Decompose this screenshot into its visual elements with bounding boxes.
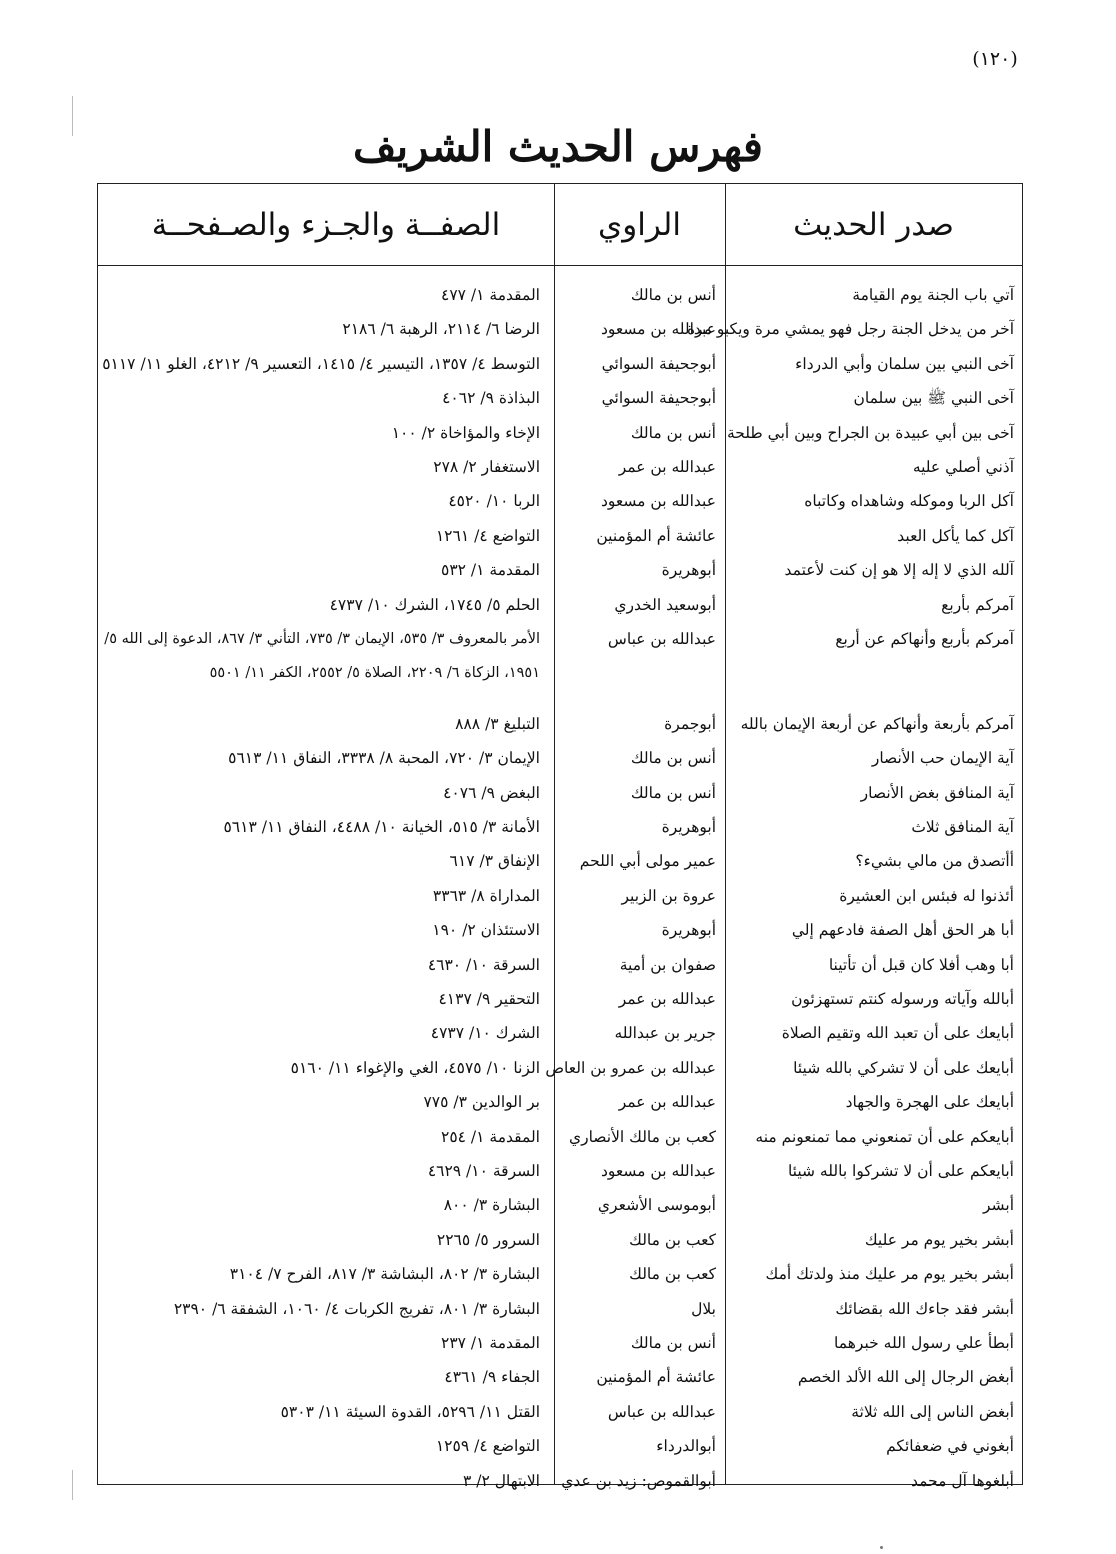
hadith-cell: أبايعك على أن لا تشركي بالله شيئا bbox=[793, 1058, 1014, 1077]
narrator-cell: عائشة أم المؤمنين bbox=[596, 1368, 716, 1387]
narrator-cell: أبوهريرة bbox=[661, 921, 716, 940]
narrator-cell: أبوجحيفة السوائي bbox=[601, 354, 716, 373]
hadith-cell: أبايعكم على أن لا تشركوا بالله شيئا bbox=[787, 1161, 1014, 1180]
reference-cell: الاستئذان ٢/ ١٩٠ bbox=[432, 921, 540, 940]
reference-cell: البغض ٩/ ٤٠٧٦ bbox=[443, 783, 540, 802]
header-narrator: الراوي bbox=[597, 207, 681, 243]
header-reference: الصفــة والجـزء والصـفحــة bbox=[151, 207, 501, 243]
reference-cell: الحلم ٥/ ١٧٤٥، الشرك ١٠/ ٤٧٣٧ bbox=[329, 595, 540, 614]
hadith-cell: آمركم بأربعة وأنهاكم عن أربعة الإيمان بالله bbox=[740, 714, 1014, 733]
narrator-cell: أنس بن مالك bbox=[630, 749, 716, 768]
reference-cell: الجفاء ٩/ ٤٣٦١ bbox=[444, 1368, 540, 1387]
hadith-cell: أبالله وآياته ورسوله كنتم تستهزئون bbox=[791, 990, 1014, 1009]
hadith-cell: أبا وهب أفلا كان قبل أن تأتينا bbox=[828, 955, 1014, 974]
reference-cell: الاستغفار ٢/ ٢٧٨ bbox=[433, 457, 540, 476]
table-row bbox=[98, 1223, 1022, 1257]
hadith-cell: أبغض الناس إلى الله ثلاثة bbox=[851, 1402, 1014, 1421]
narrator-cell: عائشة أم المؤمنين bbox=[596, 526, 716, 545]
reference-cell: الابتهال ٢/ ٣ bbox=[462, 1471, 540, 1490]
table-row bbox=[98, 1292, 1022, 1326]
table-row bbox=[98, 450, 1022, 484]
hadith-cell: آذني أصلي عليه bbox=[912, 457, 1014, 476]
table-row bbox=[98, 982, 1022, 1016]
narrator-cell: عبدالله بن مسعود bbox=[600, 492, 716, 511]
narrator-cell: أبوهريرة bbox=[661, 818, 716, 837]
hadith-index-table bbox=[97, 183, 1023, 1490]
hadith-cell: آية المنافق بغض الأنصار bbox=[860, 783, 1014, 802]
narrator-cell: أبوجمرة bbox=[664, 714, 716, 733]
hadith-cell: آخى النبي بين سلمان وأبي الدرداء bbox=[795, 354, 1014, 373]
hadith-cell: أبلغوها آل محمد bbox=[911, 1471, 1014, 1490]
table-row bbox=[98, 588, 1022, 622]
hadith-cell: أبايعك على الهجرة والجهاد bbox=[845, 1093, 1014, 1112]
table-row bbox=[98, 1016, 1022, 1050]
narrator-cell: أبوالقموص: زيد بن عدي bbox=[561, 1471, 716, 1490]
narrator-cell: عروة بن الزبير bbox=[621, 886, 716, 905]
hadith-cell: أبغوني في ضعفائكم bbox=[886, 1437, 1014, 1456]
reference-cell: القتل ١١/ ٥٢٩٦، القدوة السيئة ١١/ ٥٣٠٣ bbox=[280, 1402, 540, 1421]
table-body bbox=[98, 278, 1022, 1498]
table-row bbox=[98, 879, 1022, 913]
table-row bbox=[98, 1360, 1022, 1394]
narrator-cell: عبدالله بن عباس bbox=[607, 629, 716, 648]
reference-cell: المداراة ٨/ ٣٣٦٣ bbox=[432, 886, 540, 905]
reference-cell: المقدمة ١/ ٥٣٢ bbox=[441, 561, 540, 580]
narrator-cell: عبدالله بن عمر bbox=[618, 1093, 716, 1112]
reference-cell: المقدمة ١/ ٢٥٤ bbox=[441, 1127, 540, 1146]
reference-cell: الأمر بالمعروف ٣/ ٥٣٥، الإيمان ٣/ ٧٣٥، التأني ٣/ ٨٦٧، الدعوة إلى الله ٥/ ١٩٥١، الزكاة ٦/ ٢٢٠٩، الصلاة ٥/ ٢٥٥٢، الكفر ١١/ ٥٥٠١ bbox=[104, 630, 540, 682]
narrator-cell: عبدالله بن عباس bbox=[607, 1402, 716, 1421]
hadith-cell: أئذنوا له فبئس ابن العشيرة bbox=[839, 886, 1014, 905]
hadith-cell: أبشر بخير يوم مر عليك bbox=[864, 1230, 1014, 1249]
page-title: فهرس الحديث الشريف bbox=[353, 122, 763, 171]
narrator-cell: أبوهريرة bbox=[661, 561, 716, 580]
table-row bbox=[98, 844, 1022, 878]
reference-cell: البشارة ٣/ ٨٠٢، البشاشة ٣/ ٨١٧، الفرح ٧/ ٣١٠٤ bbox=[229, 1265, 540, 1284]
narrator-cell: عبدالله بن عمر bbox=[618, 990, 716, 1009]
narrator-cell: عبدالله بن مسعود bbox=[600, 1161, 716, 1180]
margin-mark bbox=[72, 1470, 73, 1500]
narrator-cell: عمير مولى أبي اللحم bbox=[579, 852, 716, 871]
narrator-cell: بلال bbox=[691, 1299, 716, 1318]
header-hadith: صدر الحديث bbox=[793, 207, 954, 243]
narrator-cell: أنس بن مالك bbox=[630, 286, 716, 304]
hadith-cell: آية الإيمان حب الأنصار bbox=[871, 749, 1014, 768]
table-row bbox=[98, 1257, 1022, 1291]
hadith-cell: آكل الربا وموكله وشاهداه وكاتباه bbox=[804, 492, 1014, 511]
table-row bbox=[98, 776, 1022, 810]
narrator-cell: جرير بن عبدالله bbox=[614, 1024, 716, 1043]
table-row bbox=[98, 1326, 1022, 1360]
narrator-cell: عبدالله بن عمر bbox=[618, 457, 716, 476]
scan-dot bbox=[880, 1546, 883, 1549]
reference-cell: السرور ٥/ ٢٢٦٥ bbox=[436, 1230, 540, 1249]
hadith-cell: آخى النبي ﷺ بين سلمان bbox=[853, 389, 1014, 408]
hadith-cell: آكل كما يأكل العبد bbox=[897, 526, 1014, 545]
hadith-cell: أأتصدق من مالي بشيء؟ bbox=[855, 852, 1014, 871]
table-row bbox=[98, 278, 1022, 312]
narrator-cell: أبوموسى الأشعري bbox=[597, 1196, 716, 1215]
reference-cell: التوسط ٤/ ١٣٥٧، التيسير ٤/ ١٤١٥، التعسير ٩/ ٤٢١٢، الغلو ١١/ ٥١١٧ bbox=[102, 354, 540, 373]
narrator-cell: أبوجحيفة السوائي bbox=[601, 389, 716, 408]
hadith-cell: آلله الذي لا إله إلا هو إن كنت لأعتمد bbox=[784, 561, 1014, 580]
hadith-cell: أبشر فقد جاءك الله بقضائك bbox=[835, 1299, 1014, 1318]
table-row bbox=[98, 1085, 1022, 1119]
hadith-cell: أبايعكم على أن تمنعوني مما تمنعونم منه bbox=[755, 1127, 1014, 1146]
hadith-cell: آخر من يدخل الجنة رجل فهو يمشي مرة ويكبو مرة bbox=[686, 320, 1014, 339]
table-row bbox=[98, 519, 1022, 553]
narrator-cell: كعب بن مالك bbox=[629, 1265, 716, 1284]
narrator-cell: عبدالله بن عمرو بن العاص bbox=[545, 1058, 716, 1077]
reference-cell: التواضع ٤/ ١٢٦١ bbox=[435, 526, 540, 545]
hadith-cell: أبغض الرجال إلى الله الألد الخصم bbox=[797, 1368, 1014, 1387]
reference-cell: الزنا ١٠/ ٤٥٧٥، الغي والإغواء ١١/ ٥١٦٠ bbox=[290, 1058, 540, 1077]
reference-cell: بر الوالدين ٣/ ٧٧٥ bbox=[423, 1093, 540, 1112]
hadith-cell: آمركم بأربع وأنهاكم عن أربع bbox=[835, 629, 1014, 648]
reference-cell: المقدمة ١/ ٢٣٧ bbox=[441, 1333, 540, 1352]
reference-cell: البشارة ٣/ ٨٠١، تفريج الكربات ٤/ ١٠٦٠، الشفقة ٦/ ٢٣٩٠ bbox=[173, 1299, 540, 1318]
table-row bbox=[98, 1464, 1022, 1498]
narrator-cell: أنس بن مالك bbox=[630, 1333, 716, 1352]
narrator-cell: أبوسعيد الخدري bbox=[614, 595, 716, 614]
table-row bbox=[98, 484, 1022, 518]
narrator-cell: كعب بن مالك الأنصاري bbox=[568, 1127, 716, 1146]
table-row bbox=[98, 312, 1022, 346]
reference-cell: المقدمة ١/ ٤٧٧ bbox=[441, 286, 540, 304]
hadith-cell: أبطأ علي رسول الله خبرهما bbox=[834, 1333, 1014, 1352]
table-row bbox=[98, 622, 1022, 691]
reference-cell: الإخاء والمؤاخاة ٢/ ١٠٠ bbox=[391, 423, 540, 442]
hadith-cell: آخى بين أبي عبيدة بن الجراح وبين أبي طلحة bbox=[726, 423, 1014, 442]
table-row bbox=[98, 1051, 1022, 1085]
table-row bbox=[98, 741, 1022, 775]
reference-cell: التبليغ ٣/ ٨٨٨ bbox=[455, 714, 540, 733]
reference-cell: التواضع ٤/ ١٢٥٩ bbox=[435, 1437, 540, 1456]
hadith-cell: أبا هر الحق أهل الصفة فادعهم إلي bbox=[791, 921, 1014, 940]
table-row bbox=[98, 1395, 1022, 1429]
hadith-cell: آتي باب الجنة يوم القيامة bbox=[852, 286, 1014, 304]
table-row bbox=[98, 948, 1022, 982]
hadith-cell: آمركم بأربع bbox=[941, 595, 1014, 614]
reference-cell: السرقة ١٠/ ٤٦٣٠ bbox=[427, 955, 540, 974]
narrator-cell: صفوان بن أمية bbox=[619, 955, 716, 974]
reference-cell: الرضا ٦/ ٢١١٤، الرهبة ٦/ ٢١٨٦ bbox=[342, 320, 540, 339]
narrator-cell: عبدالله بن مسعود bbox=[600, 320, 716, 339]
hadith-cell: آية المنافق ثلاث bbox=[911, 818, 1014, 837]
table-row bbox=[98, 381, 1022, 415]
table-row bbox=[98, 1188, 1022, 1222]
narrator-cell: أنس بن مالك bbox=[630, 783, 716, 802]
table-row bbox=[98, 1429, 1022, 1463]
page-number: (١٢٠) bbox=[972, 48, 1018, 70]
hadith-cell: أبشر bbox=[983, 1196, 1014, 1215]
hadith-cell: أبشر بخير يوم مر عليك منذ ولدتك أمك bbox=[765, 1265, 1014, 1284]
table-row bbox=[98, 1120, 1022, 1154]
narrator-cell: أبوالدرداء bbox=[656, 1437, 716, 1456]
reference-cell: الإيمان ٣/ ٧٢٠، المحبة ٨/ ٣٣٣٨، النفاق ١١/ ٥٦١٣ bbox=[228, 749, 540, 768]
table-row bbox=[98, 707, 1022, 741]
reference-cell: الشرك ١٠/ ٤٧٣٧ bbox=[430, 1024, 540, 1043]
row-spacer bbox=[98, 691, 1022, 707]
hadith-cell: أبايعك على أن تعبد الله وتقيم الصلاة bbox=[781, 1024, 1014, 1043]
narrator-cell: أنس بن مالك bbox=[630, 423, 716, 442]
reference-cell: الإنفاق ٣/ ٦١٧ bbox=[449, 852, 540, 871]
table-row bbox=[98, 810, 1022, 844]
table-row bbox=[98, 347, 1022, 381]
table-row bbox=[98, 913, 1022, 947]
reference-cell: البشارة ٣/ ٨٠٠ bbox=[443, 1196, 540, 1215]
table-row bbox=[98, 416, 1022, 450]
reference-cell: البذاذة ٩/ ٤٠٦٢ bbox=[442, 389, 540, 408]
narrator-cell: كعب بن مالك bbox=[629, 1230, 716, 1249]
header-divider bbox=[98, 265, 1022, 266]
table-row bbox=[98, 1154, 1022, 1188]
reference-cell: الأمانة ٣/ ٥١٥، الخيانة ١٠/ ٤٤٨٨، النفاق ١١/ ٥٦١٣ bbox=[223, 818, 540, 837]
reference-cell: التحقير ٩/ ٤١٣٧ bbox=[438, 990, 540, 1009]
reference-cell: السرقة ١٠/ ٤٦٢٩ bbox=[427, 1161, 540, 1180]
table-row bbox=[98, 553, 1022, 587]
reference-cell: الربا ١٠/ ٤٥٢٠ bbox=[448, 492, 540, 511]
